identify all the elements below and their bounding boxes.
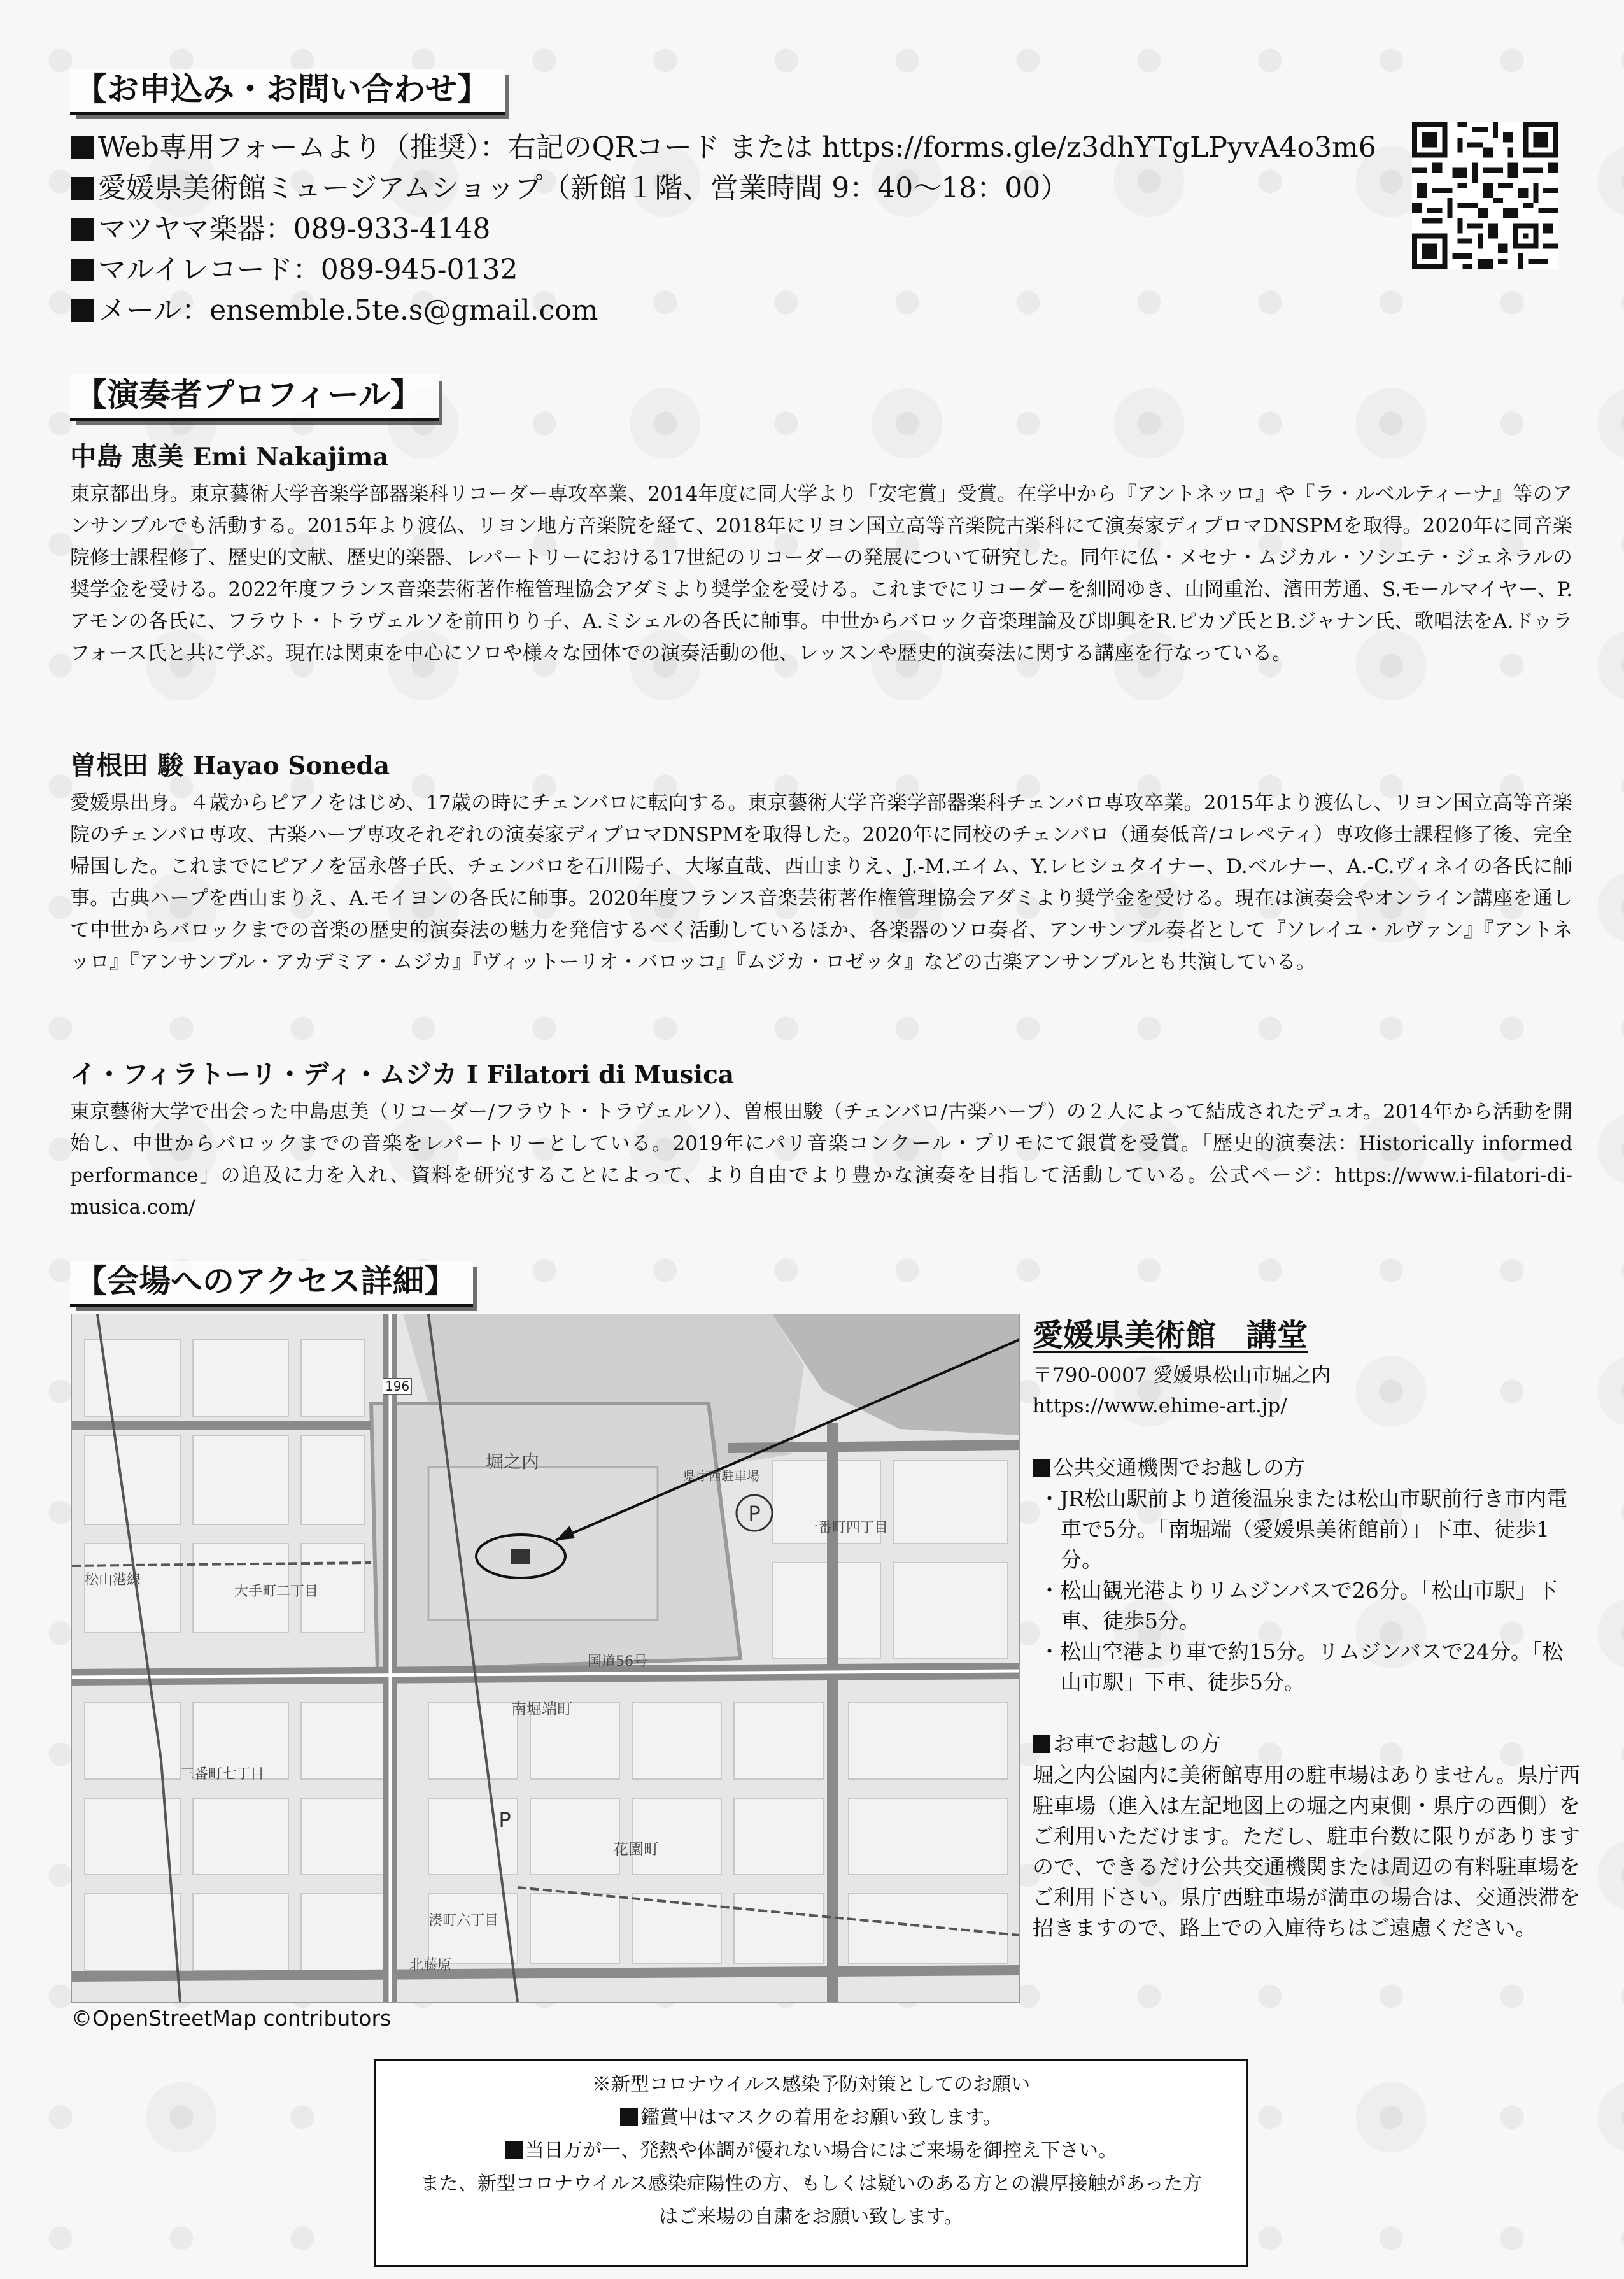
inquiry-section-title: 【お申込み・お問い合わせ】 <box>70 69 505 115</box>
map-label-daikaido: 大手町二丁目 <box>234 1584 319 1600</box>
inquiry-marui-record-text: マルイレコード：089-945-0132 <box>98 253 518 286</box>
map-label-route196: 196 <box>383 1378 412 1395</box>
covid-notice-box <box>374 2059 1248 2267</box>
inquiry-matsuyama-gakki <box>71 209 1408 250</box>
profile-body: 東京都出身。東京藝術大学音楽学部器楽科リコーダー専攻卒業、2014年度に同大学より「安宅賞」受賞。在学中から『アントネッロ』や『ラ・ルベルティーナ』等のアンサンブルでも活動する。2015年より渡仏、リヨン地方音楽院を経て、2018年にリヨン国立高等音楽院古楽科にて演奏家ディプロマDNSPMを取得。2020年に同音楽院修士課程修了、歴史的文献、歴史的楽器、レパートリーにおける17世紀のリコーダーの発展について研究した。同年に仏・メセナ・ムジカル・ソシエテ・ジェネラルの奨学金を受ける。2022年度フランス音楽芸術著作権管理協会アダミより奨学金を受ける。これまでにリコーダーを細岡ゆき、山岡重治、濱田芳通、S.モールマイヤー、P.アモンの各氏に、フラウト・トラヴェルソを前田りり子、A.ミシェルの各氏に師事。中世からバロック音楽理論及び即興をR.ピカゾ氏とB.ジャナン氏、歌唱法をA.ドゥラフォース氏と共に学ぶ。現在は関東を中心にソロや様々な団体での演奏活動の他、レッスンや歴史的演奏法に関する講座を行なっている。 <box>70 483 1572 665</box>
inquiry-marui-record <box>71 250 1408 290</box>
venue-map[interactable] <box>71 1314 1020 2003</box>
venue-url[interactable]: https://www.ehime-art.jp/ <box>1033 1395 1287 1417</box>
qr-code-icon[interactable] <box>1412 122 1558 269</box>
profile-name-ja: イ・フィラトーリ・ディ・ムジカ <box>70 1059 458 1090</box>
inquiry-email <box>71 290 1408 331</box>
inquiry-web-form-text[interactable]: Web専用フォームより（推奨）：右記のQRコード または https://forms.gle/z3dhYTgLPyvA4o3m6 <box>98 131 1376 164</box>
profile-section-title: 【演奏者プロフィール】 <box>70 374 439 421</box>
profile-filatori-di-musica <box>70 1057 1572 1223</box>
square-bullet-icon <box>505 2141 523 2159</box>
public-transport-item: ・松山空港より車で約15分。リムジンバスで24分。「松山市駅」下車、徒歩5分。 <box>1039 1639 1564 1694</box>
square-bullet-icon <box>71 218 94 241</box>
map-label-bancho: 一番町四丁目 <box>804 1520 889 1536</box>
square-bullet-icon <box>1033 1459 1050 1477</box>
map-graphic <box>72 1314 1019 2002</box>
square-bullet-icon <box>620 2108 638 2126</box>
profile-hayao-soneda <box>70 748 1572 978</box>
notice-title: ※新型コロナウイルス感染予防対策としてのお願い <box>591 2073 1031 2096</box>
inquiry-museum-shop <box>71 168 1408 209</box>
map-label-horinouchi: 堀之内 <box>486 1451 540 1472</box>
profile-name-en: I Filatori di Musica <box>466 1060 735 1090</box>
car-heading <box>1033 1728 1580 1760</box>
map-label-kokudo: 国道56号 <box>588 1654 647 1670</box>
inquiry-web-form <box>71 127 1408 168</box>
map-label-minatomachi: 湊町六丁目 <box>428 1913 499 1929</box>
profile-body: 東京藝術大学で出会った中島恵美（リコーダー/フラウト・トラヴェルソ）、曽根田駿（チェンバロ/古楽ハープ）の２人によって結成されたデュオ。2014年から活動を開始し、中世からバロックまでの音楽をレパートリーとしている。2019年にパリ音楽コンクール・プリモにて銀賞を受賞。「歴史的演奏法：Historically informed performance」の追及に力を入れ、資料を研究することによって、より自由でより豊かな演奏を目指して活動している。公式ページ：https://www.i-filatori-di-musica.com/ <box>70 1100 1572 1219</box>
profile-emi-nakajima <box>70 439 1572 669</box>
square-bullet-icon <box>1033 1735 1050 1753</box>
profile-name-ja: 曽根田 駿 <box>70 750 184 781</box>
map-label-matsuyamako: 松山港線 <box>85 1572 141 1588</box>
profile-name-ja: 中島 恵美 <box>70 441 184 472</box>
profile-body: 愛媛県出身。４歳からピアノをはじめ、17歳の時にチェンバロに転向する。東京藝術大学音楽学部器楽科チェンバロ専攻卒業。2015年より渡仏し、リヨン国立高等音楽院のチェンバロ専攻、古楽ハープ専攻それぞれの演奏家ディプロマDNSPMを取得した。2020年に同校のチェンバロ（通奏低音/コレペティ）専攻修士課程修了後、完全帰国した。これまでにピアノを冨永啓子氏、チェンバロを石川陽子、大塚直哉、西山まりえ、J.-M.エイム、Y.レヒシュタイナー、D.ベルナー、A.-C.ヴィネイの各氏に師事。古典ハープを西山まりえ、A.モイヨンの各氏に師事。2020年度フランス音楽芸術著作権管理協会アダミより奨学金を受ける。現在は演奏会やオンライン講座を通して中世からバロックまでの音楽の歴史的演奏法の魅力を発信するべく活動しているほか、各楽器のソロ奏者、アンサンブル奏者として『ソレイユ・ルヴァン』『アントネッロ』『アンサンブル・アカデミア・ムジカ』『ヴィットーリオ・バロッコ』『ムジカ・ロゼッタ』などの古楽アンサンブルとも共演している。 <box>70 792 1572 974</box>
notice-line-refrain: はご来場の自粛をお願い致します。 <box>659 2206 963 2228</box>
car-access-text: 堀之内公園内に美術館専用の駐車場はありません。県庁西駐車場（進入は左記地図上の堀之内東側・県庁の西側）をご利用いただけます。ただし、駐車台数に限りがありますので、できるだけ公共交通機関または周辺の有料駐車場をご利用下さい。県庁西駐車場が満車の場合は、交通渋滞を招きますので、路上での入庫待ちはご遠慮ください。 <box>1033 1763 1580 1940</box>
notice-line-mask-text: 鑑賞中はマスクの着用をお願い致します。 <box>640 2106 1002 2129</box>
venue-address: 〒790-0007 愛媛県松山市堀之内 <box>1033 1364 1331 1387</box>
notice-line-contact: また、新型コロナウイルス感染症陽性の方、もしくは疑いのある方との濃厚接触があった方 <box>420 2173 1202 2195</box>
inquiry-matsuyama-gakki-text: マツヤマ楽器：089-933-4148 <box>98 213 491 245</box>
public-transport-heading-text: 公共交通機関でお越しの方 <box>1053 1455 1305 1480</box>
access-details <box>1033 1316 1580 1943</box>
profile-name <box>70 1057 1572 1092</box>
public-transport-heading <box>1033 1452 1580 1484</box>
map-label-minamihorihata: 南堀端町 <box>511 1700 572 1718</box>
car-heading-text: お車でお越しの方 <box>1053 1731 1221 1756</box>
square-bullet-icon <box>71 136 94 159</box>
square-bullet-icon <box>71 259 94 281</box>
map-label-parking: 県庁西駐車場 <box>683 1468 759 1484</box>
map-label-sanbancho: 三番町七丁目 <box>180 1766 265 1782</box>
notice-line-fever-text: 当日万が一、発熱や体調が優れない場合にはご来場を御控え下さい。 <box>525 2140 1117 2162</box>
square-bullet-icon <box>71 299 94 322</box>
map-label-hanazono: 花園町 <box>613 1840 659 1858</box>
public-transport-item: ・松山観光港よりリムジンバスで26分。「松山市駅」下車、徒歩5分。 <box>1039 1578 1558 1633</box>
inquiry-email-text[interactable]: メール：ensemble.5te.s@gmail.com <box>98 294 598 327</box>
profile-name-en: Hayao Soneda <box>192 751 390 781</box>
profile-name <box>70 439 1572 474</box>
access-section-title: 【会場へのアクセス詳細】 <box>70 1261 473 1307</box>
inquiry-museum-shop-text: 愛媛県美術館ミュージアムショップ（新館１階、営業時間 9：40〜18：00） <box>98 172 1069 204</box>
public-transport-item: ・JR松山駅前より道後温泉または松山市駅前行き市内電車で5分。「南堀端（愛媛県美術館前）」下車、徒歩1分。 <box>1039 1486 1568 1572</box>
svg-text:P: P <box>748 1502 761 1526</box>
profile-name-en: Emi Nakajima <box>192 443 389 472</box>
profile-name <box>70 748 1572 783</box>
notice-line-fever <box>376 2134 1246 2168</box>
venue-name: 愛媛県美術館 講堂 <box>1033 1317 1308 1353</box>
svg-text:P: P <box>498 1808 511 1832</box>
map-label-kitafujiwara: 北藤原 <box>409 1957 452 1973</box>
notice-line-mask <box>376 2101 1246 2134</box>
map-credit: ©OpenStreetMap contributors <box>71 2006 392 2031</box>
inquiry-list <box>71 127 1408 331</box>
square-bullet-icon <box>71 177 94 200</box>
